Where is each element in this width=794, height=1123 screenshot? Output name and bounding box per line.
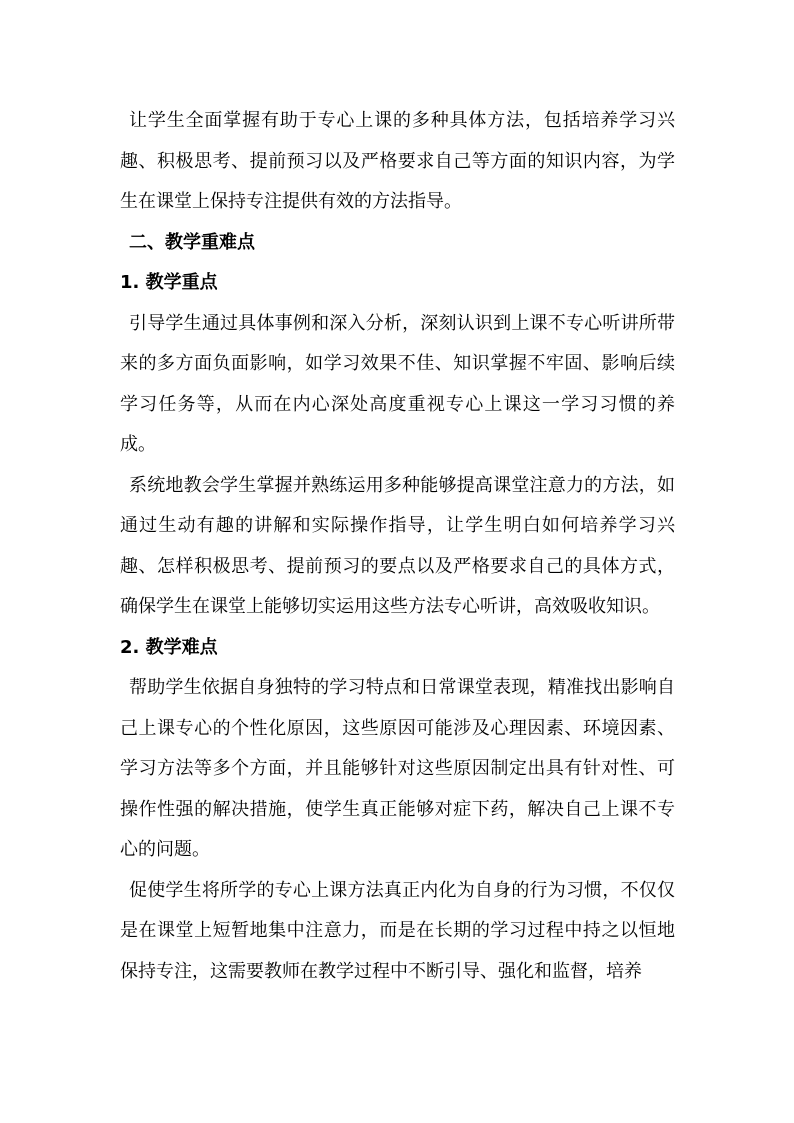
section-heading-key-difficult-points: 二、教学重难点	[129, 231, 255, 253]
focus-paragraph-2: 系统地教会学生掌握并熟练运用多种能够提高课堂注意力的方法，如通过生动有趣的讲解和实际操作指导，让学生明白如何培养学习兴趣、怎样积极思考、提前预习的要点以及严格要求自己的具体方式，确保学生在课堂上能够切实运用这些方法专心听讲，高效吸收知识。	[120, 474, 675, 617]
difficulty-paragraph-1: 帮助学生依据自身独特的学习特点和日常课堂表现，精准找出影响自己上课专心的个性化原因，这些原因可能涉及心理因素、环境因素、学习方法等多个方面，并且能够针对这些原因制定出具有针对性、可操作性强的解决措施，使学生真正能够对症下药，解决自己上课不专心的问题。	[120, 677, 675, 860]
subheading-teaching-difficulty: 2. 教学难点	[120, 636, 218, 658]
subheading-teaching-focus: 1. 教学重点	[120, 272, 218, 293]
objective-paragraph: 让学生全面掌握有助于专心上课的多种具体方法，包括培养学习兴趣、积极思考、提前预习以及严格要求自己等方面的知识内容，为学生在课堂上保持专注提供有效的方法指导。	[120, 110, 675, 212]
focus-paragraph-1: 引导学生通过具体事例和深入分析，深刻认识到上课不专心听讲所带来的多方面负面影响，如学习效果不佳、知识掌握不牢固、影响后续学习任务等，从而在内心深处高度重视专心上课这一学习习惯的养成。	[120, 312, 675, 455]
document-body	[120, 101, 675, 992]
difficulty-paragraph-2: 促使学生将所学的专心上课方法真正内化为自身的行为习惯，不仅仅是在课堂上短暂地集中注意力，而是在长期的学习过程中持之以恒地保持专注，这需要教师在教学过程中不断引导、强化和监督，培养	[120, 879, 675, 982]
